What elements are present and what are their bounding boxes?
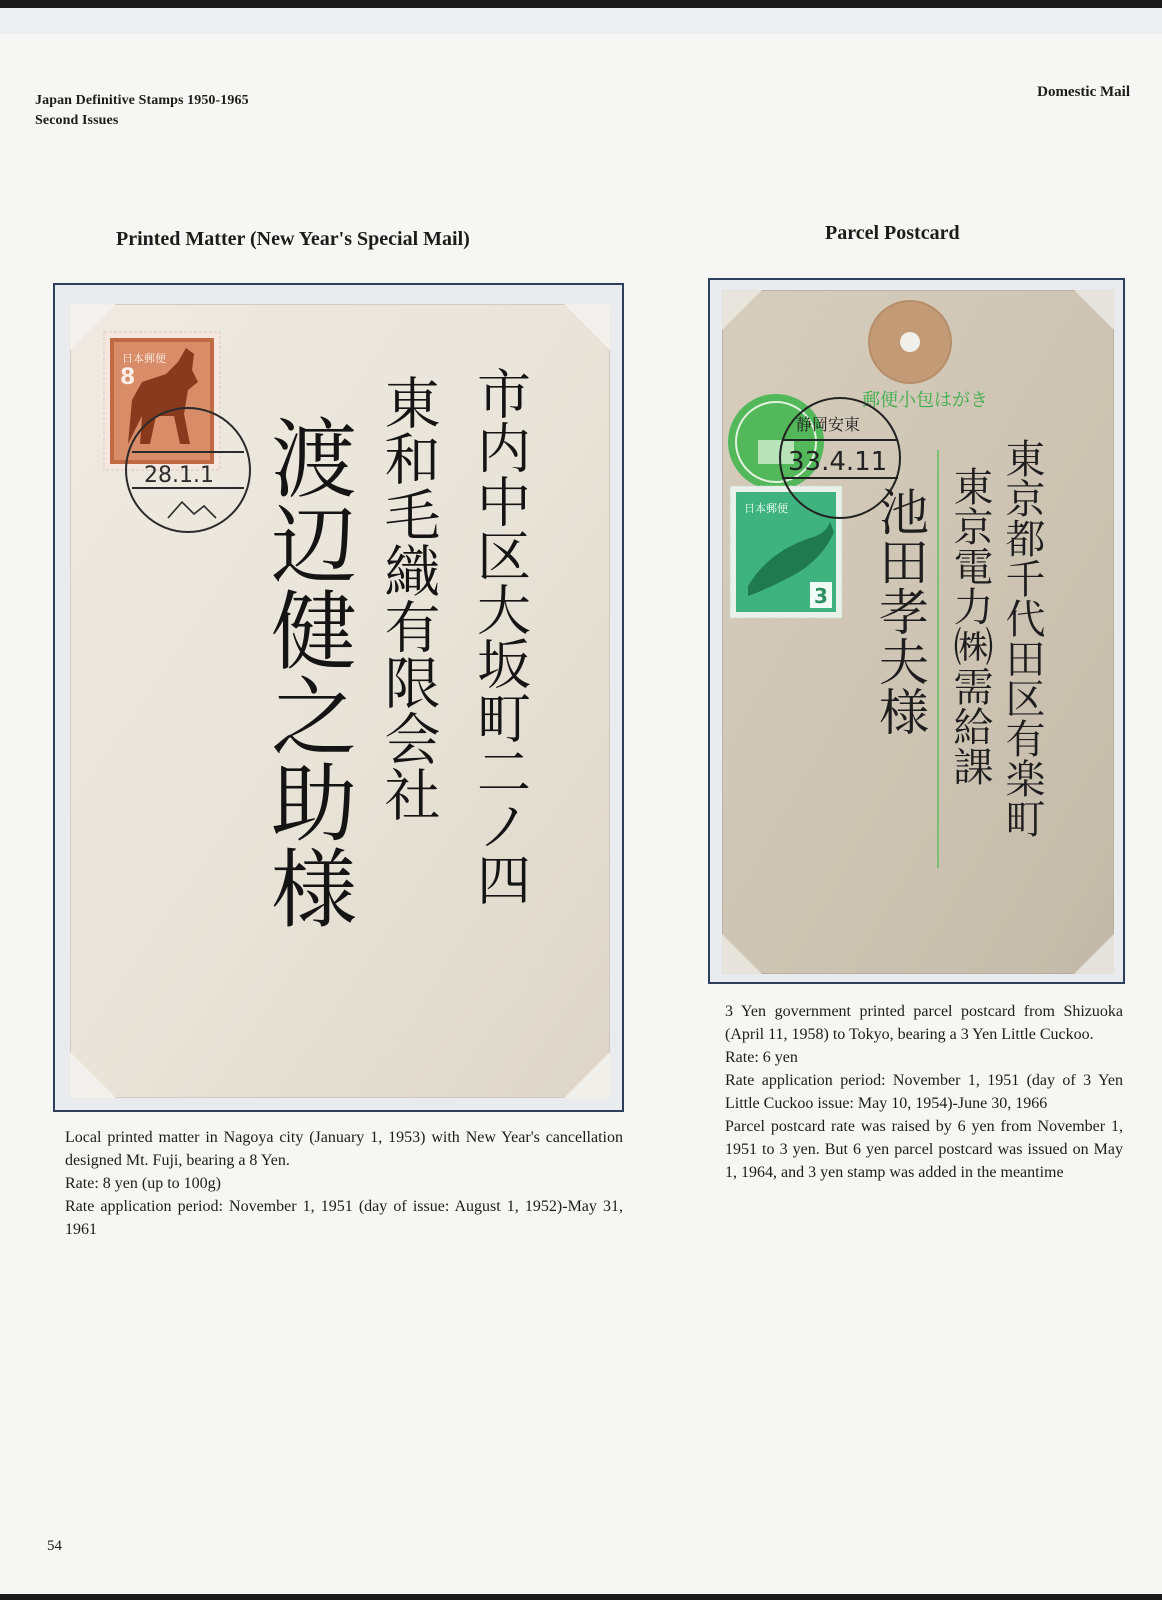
page-header-right: Domestic Mail bbox=[1037, 84, 1130, 100]
address-line-2: 東和毛織有限会社 bbox=[375, 374, 441, 822]
stamp-8-yen bbox=[104, 332, 220, 470]
svg-text:日本郵便: 日本郵便 bbox=[122, 352, 166, 365]
postcard-illustration bbox=[722, 290, 1114, 974]
caption-rate: Rate: 8 yen (up to 100g) bbox=[65, 1175, 221, 1192]
address-line-2: 東京電力㈱需給課 bbox=[947, 466, 993, 786]
caption-rate: Rate: 6 yen bbox=[725, 1049, 798, 1066]
header-title: Japan Definitive Stamps 1950-1965 bbox=[35, 93, 249, 108]
caption-description: 3 Yen government printed parcel postcard from Shizuoka (April 11, 1958) to Tokyo, bearing a 3 Yen Little Cuckoo. bbox=[725, 1003, 1123, 1043]
caption-rate-period: Rate application period: November 1, 1951 (day of 3 Yen Little Cuckoo issue: May 10, 1954)-June 30, 1966 bbox=[725, 1072, 1123, 1112]
section-title-printed-matter: Printed Matter (New Year's Special Mail) bbox=[116, 228, 470, 250]
card-heading: 郵便小包はがき bbox=[862, 390, 988, 411]
addressee-name: 渡辺健之助様 bbox=[256, 414, 356, 930]
address-line-1: 東京都千代田区有楽町 bbox=[999, 438, 1045, 838]
caption-note: Parcel postcard rate was raised by 6 yen from November 1, 1951 to 3 yen. But 6 yen parcel postcard was issued on May 1, 1964, and 3 yen stamp was added in the meantime bbox=[725, 1118, 1123, 1181]
caption-printed-matter bbox=[65, 1126, 623, 1241]
album-page bbox=[0, 8, 1162, 1594]
svg-text:28.1.1: 28.1.1 bbox=[144, 463, 214, 488]
svg-text:日本郵便: 日本郵便 bbox=[744, 502, 788, 515]
stamp-3-yen bbox=[730, 486, 842, 618]
svg-text:静岡安東: 静岡安東 bbox=[796, 415, 861, 434]
page-header-left bbox=[35, 91, 249, 131]
address-line-1: 市内中区大坂町二ノ四 bbox=[468, 366, 532, 906]
svg-text:8: 8 bbox=[120, 365, 136, 390]
svg-text:33.4.11: 33.4.11 bbox=[788, 447, 888, 477]
svg-text:3: 3 bbox=[814, 584, 828, 608]
tag-reinforcement-hole bbox=[868, 300, 952, 384]
section-title-parcel-postcard: Parcel Postcard bbox=[825, 222, 960, 244]
page-top-band bbox=[0, 8, 1162, 34]
parcel-postcard bbox=[722, 290, 1114, 974]
envelope-illustration bbox=[70, 304, 610, 1098]
addressee-name: 池田孝夫様 bbox=[871, 486, 929, 736]
caption-description: Local printed matter in Nagoya city (January 1, 1953) with New Year's cancellation designed Mt. Fuji, bearing a 8 Yen. bbox=[65, 1129, 623, 1169]
envelope-cover bbox=[70, 304, 610, 1098]
header-subtitle: Second Issues bbox=[35, 113, 119, 128]
caption-parcel-postcard bbox=[725, 1000, 1123, 1184]
caption-rate-period: Rate application period: November 1, 1951 (day of issue: August 1, 1952)-May 31, 1961 bbox=[65, 1198, 623, 1238]
page-number: 54 bbox=[47, 1538, 62, 1554]
